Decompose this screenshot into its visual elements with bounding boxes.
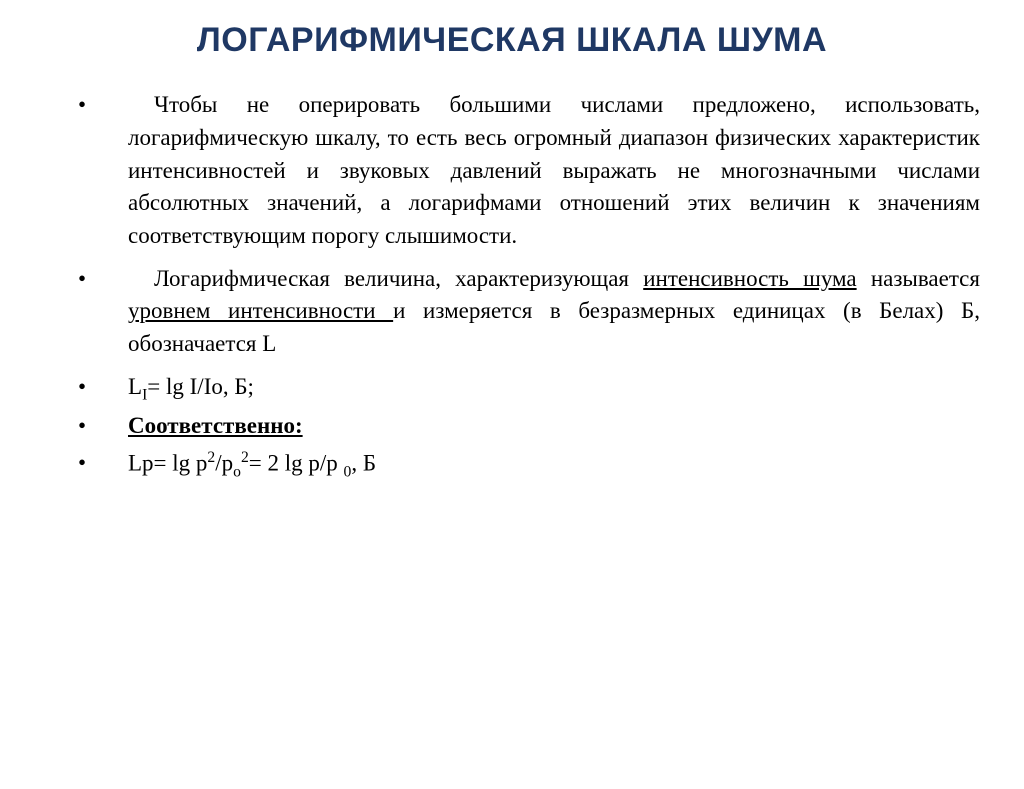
- bullet-paragraph-1: [128, 89, 980, 252]
- formula-l: L: [128, 373, 143, 399]
- bullet-2-underlined-level: уровнем интенсивности: [128, 298, 394, 324]
- bullet-1-text: Чтобы не оперировать большими числами предложено, использовать, логарифмическую шкалу, то есть весь огромный диапазон физических характеристик интенсивностей и звуковых давлений выражать не многозначными числами абсолютных значений, а логарифмами отношений этих величин к значениям соответствующим порогу слышимости.: [128, 92, 980, 249]
- bullet-marker-icon: •: [78, 92, 87, 118]
- subheading-accordingly: Соответственно:: [128, 413, 303, 439]
- formula-intensity-level: [128, 371, 980, 407]
- formula-l-rest: = lg I/Iо, Б;: [147, 373, 254, 399]
- formula-lp-a-sup: 2: [207, 449, 216, 467]
- bullet-marker-icon: •: [78, 413, 87, 439]
- formula-pressure-level: [128, 447, 980, 483]
- bullet-marker-icon: •: [78, 265, 87, 291]
- formula-l-subscript: I: [142, 386, 148, 404]
- formula-lp-b-sub: o: [233, 463, 241, 481]
- formula-lp-d: , Б: [351, 450, 377, 476]
- formula-lp-a: Lp= lg p: [128, 450, 208, 476]
- bullet-paragraph-2: [128, 263, 980, 361]
- bullet-2-part-5: и измеряется в безразмерных единицах (в Белах) Б, обозначается L: [128, 298, 980, 356]
- list-item: [70, 410, 980, 443]
- formula-lp-c-sub: 0: [343, 463, 352, 481]
- list-item: [70, 371, 980, 407]
- list-item: [70, 89, 980, 252]
- slide-root: [0, 22, 1024, 789]
- list-item: [70, 263, 980, 361]
- bullet-marker-icon: •: [78, 373, 87, 399]
- bullet-2-part-1: Логарифмическая величина, характеризующая: [154, 265, 644, 291]
- bullet-2-part-3: называется: [856, 265, 980, 291]
- formula-lp-c: = 2 lg p/p: [248, 450, 344, 476]
- list-item: [70, 447, 980, 483]
- formula-lp-b-sup: 2: [240, 449, 249, 467]
- page-title: ЛОГАРИФМИЧЕСКАЯ ШКАЛА ШУМА: [196, 21, 828, 59]
- bullet-2-underlined-intensity: интенсивность шума: [643, 265, 857, 291]
- formula-lp-b: /p: [215, 450, 234, 476]
- slide-body: [70, 89, 980, 483]
- bullet-marker-icon: •: [78, 450, 87, 476]
